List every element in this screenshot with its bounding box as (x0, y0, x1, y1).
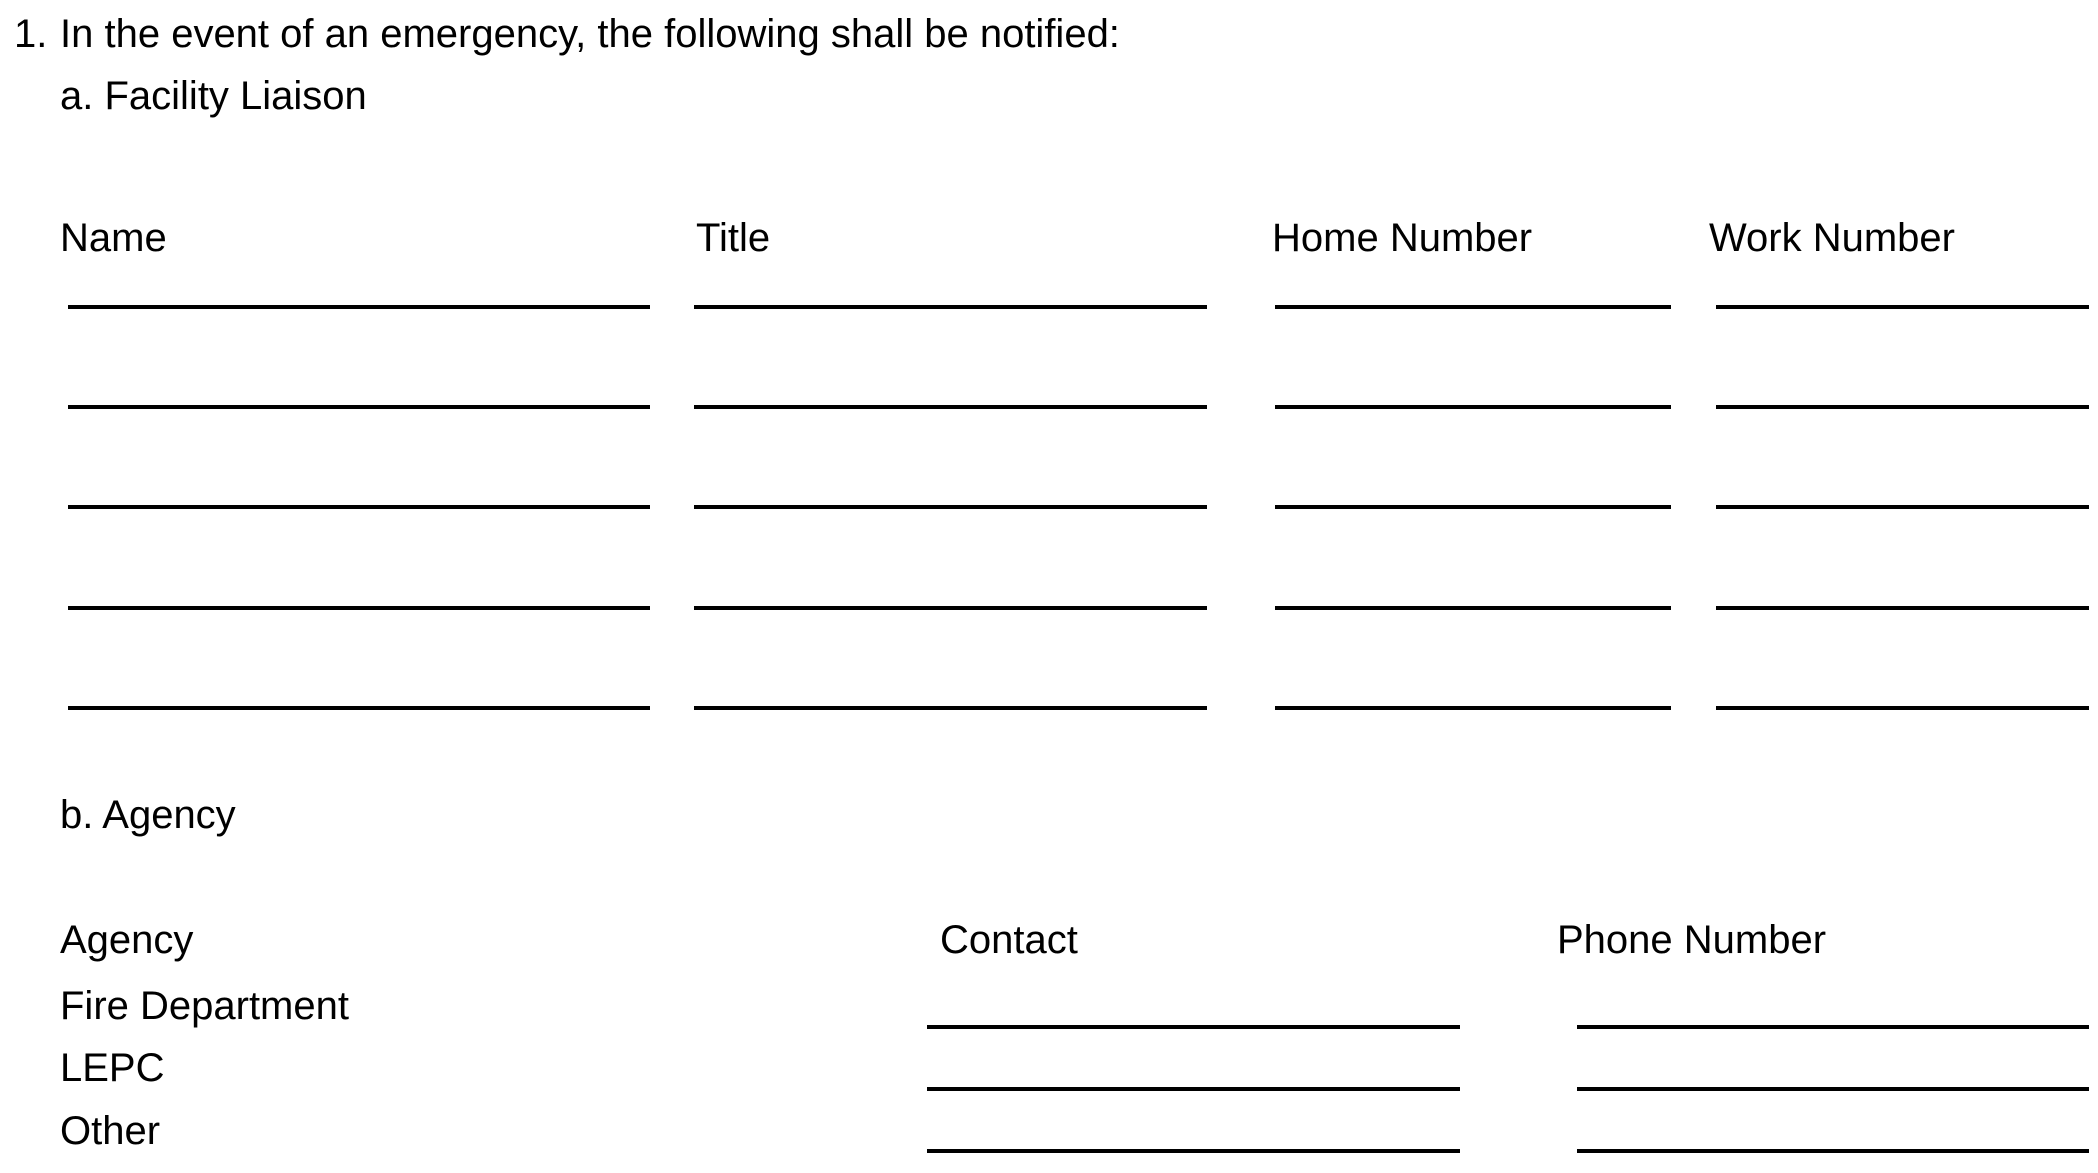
liaison-name-blank[interactable] (68, 505, 650, 509)
liaison-col-work-number: Work Number (1709, 216, 1955, 260)
agency-phone-blank[interactable] (1577, 1087, 2089, 1091)
liaison-home-number-blank[interactable] (1275, 606, 1671, 610)
agency-heading: b. Agency (60, 793, 236, 837)
agency-contact-blank[interactable] (927, 1149, 1460, 1153)
liaison-home-number-blank[interactable] (1275, 505, 1671, 509)
agency-row-other: Other (60, 1109, 161, 1153)
agency-col-agency: Agency (60, 918, 194, 962)
liaison-title-blank[interactable] (694, 505, 1207, 509)
liaison-name-blank[interactable] (68, 606, 650, 610)
agency-contact-blank[interactable] (927, 1087, 1460, 1091)
liaison-title-blank[interactable] (694, 706, 1207, 710)
liaison-name-blank[interactable] (68, 305, 650, 309)
liaison-col-name: Name (60, 216, 167, 260)
section-number: 1. (14, 12, 48, 56)
liaison-home-number-blank[interactable] (1275, 305, 1671, 309)
liaison-title-blank[interactable] (694, 305, 1207, 309)
liaison-work-number-blank[interactable] (1716, 305, 2089, 309)
agency-phone-blank[interactable] (1577, 1025, 2089, 1029)
agency-row-fire-department: Fire Department (60, 984, 349, 1028)
liaison-work-number-blank[interactable] (1716, 706, 2089, 710)
liaison-title-blank[interactable] (694, 405, 1207, 409)
liaison-heading: a. Facility Liaison (60, 74, 367, 118)
liaison-col-title: Title (696, 216, 771, 260)
agency-col-phone-number: Phone Number (1557, 918, 1827, 962)
agency-phone-blank[interactable] (1577, 1149, 2089, 1153)
liaison-work-number-blank[interactable] (1716, 405, 2089, 409)
liaison-home-number-blank[interactable] (1275, 706, 1671, 710)
liaison-work-number-blank[interactable] (1716, 606, 2089, 610)
agency-col-contact: Contact (940, 918, 1078, 962)
liaison-col-home-number: Home Number (1272, 216, 1533, 260)
liaison-name-blank[interactable] (68, 706, 650, 710)
liaison-work-number-blank[interactable] (1716, 505, 2089, 509)
section-intro: In the event of an emergency, the following shall be notified: (60, 12, 1120, 56)
agency-contact-blank[interactable] (927, 1025, 1460, 1029)
liaison-title-blank[interactable] (694, 606, 1207, 610)
liaison-home-number-blank[interactable] (1275, 405, 1671, 409)
agency-row-lepc: LEPC (60, 1046, 165, 1090)
liaison-name-blank[interactable] (68, 405, 650, 409)
